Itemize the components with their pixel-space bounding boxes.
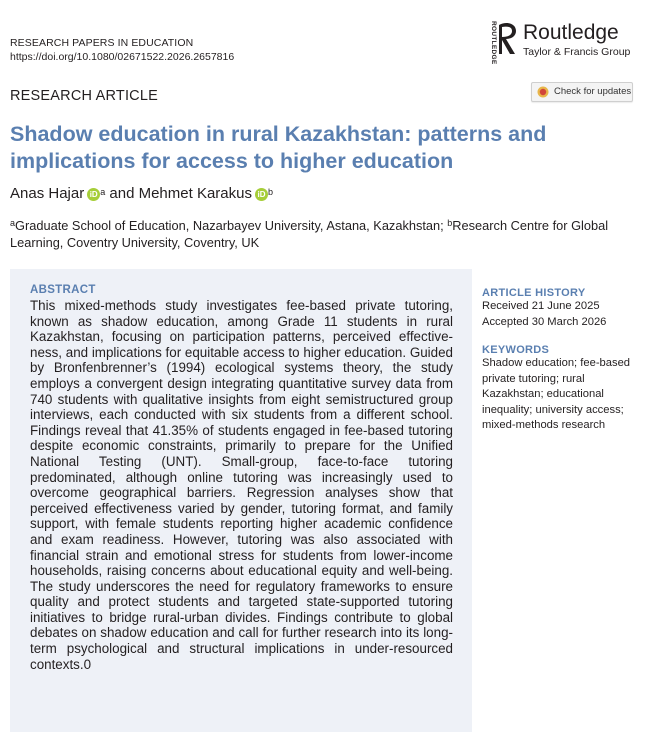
article-type: RESEARCH ARTICLE: [10, 88, 158, 104]
abstract-heading: ABSTRACT: [30, 284, 96, 296]
accepted-date: Accepted 30 March 2026: [482, 316, 607, 328]
author-name[interactable]: Anas Hajar: [10, 185, 85, 202]
doi-link[interactable]: https://doi.org/10.1080/02671522.2026.2657816: [10, 51, 235, 63]
journal-name: RESEARCH PAPERS IN EDUCATION: [10, 37, 194, 49]
keywords-heading: KEYWORDS: [482, 344, 550, 356]
keywords-text: Shadow education; fee-based private tutoring; rural Kazakhstan; educational inequality; university access; mixed-methods research: [482, 357, 631, 431]
affiliations: [10, 217, 645, 251]
article-history-heading: ARTICLE HISTORY: [482, 287, 586, 299]
affil-mark-a: a: [10, 218, 16, 228]
author-name[interactable]: Mehmet Karakus: [138, 185, 252, 202]
check-updates-label: Check for updates: [554, 86, 632, 97]
abstract-text: This mixed-methods study investigates fee-based private tutoring, known as shadow education, among Grade 11 students in rural Kazakhstan, focusing on participation patterns, perceived effectiveness, and implications for equitable access to higher education. Guided by Bronfenbrenner’s (1994) ecological systems theory, the study employs a convergent design integrating quantitative survey data from 740 students with qualitative insights from eight semistructured group interviews, each conducted with six students from a different school. Findings reveal that 41.35% of students engaged in fee-based tutoring despite economic constraints, primarily to prepare for the Unified National Testing (UNT). Small-group, face-to-face tutoring predominated, although online tutoring was increasingly used to overcome geographical barriers. Regression analyses show that perceived effectiveness varied by gender, tutoring format, and family support, with female students reporting higher academic confidence and exam readiness. However, tutoring was also associated with financial strain and emotional stress for students from lower-income households, raising concerns about educational equity and well-being. The study underscores the need for regulatory frameworks to ensure quality and protect students and targeted state-supported tutoring initiatives to bridge rural-urban divides. Findings contribute to global debates on shadow education and call for further research into its long-term psychological and structural implications in under-resourced contexts.0: [30, 298, 453, 672]
received-date: Received 21 June 2025: [482, 300, 600, 312]
publisher-name: Routledge: [523, 21, 619, 44]
affil-text-b: Research Centre for Global Learning, Coventry University, Coventry, UK: [10, 218, 609, 250]
affil-mark-b: b: [447, 218, 453, 228]
publisher-subtitle: Taylor & Francis Group: [523, 46, 631, 58]
article-title: Shadow education in rural Kazakhstan: patterns and implications for access to higher education: [10, 122, 547, 173]
check-for-updates-button[interactable]: [531, 82, 633, 102]
check-updates-icon: [537, 86, 549, 98]
publisher-logo[interactable]: [486, 19, 646, 63]
author-affil-mark: a: [100, 187, 106, 197]
routledge-r-icon: [496, 21, 520, 57]
orcid-icon[interactable]: iD: [87, 188, 100, 201]
author-joiner: and: [109, 185, 135, 202]
author-affil-mark: b: [267, 187, 273, 197]
orcid-icon[interactable]: iD: [255, 188, 268, 201]
affil-text-a: Graduate School of Education, Nazarbayev University, Astana, Kazakhstan;: [15, 218, 448, 233]
publisher-vertical-label: ROUTLEDGE: [490, 21, 497, 65]
author-list: [10, 184, 273, 204]
